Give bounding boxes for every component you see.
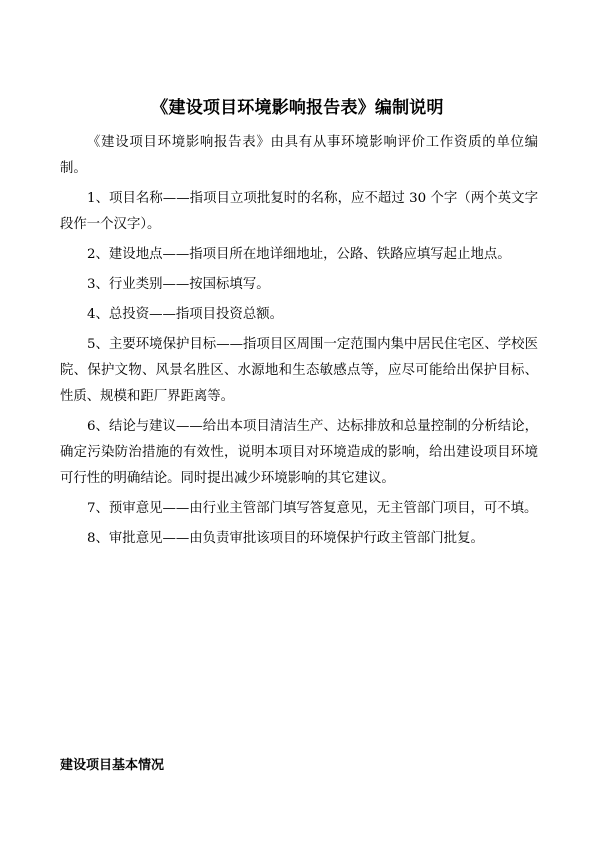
intro-paragraph: 《建设项目环境影响报告表》由具有从事环境影响评价工作资质的单位编制。 bbox=[60, 135, 538, 176]
item-protection-targets: 5、主要环境保护目标——指项目区周围一定范围内集中居民住宅区、学校医院、保护文物、风景名胜区、水源地和生态敏感点等，应尽可能给出保护目标、性质、规模和距厂界距离等。 bbox=[60, 337, 538, 404]
instructions-body bbox=[60, 130, 538, 556]
item-preliminary-review: 7、预审意见——由行业主管部门填写答复意见，无主管部门项目，可不填。 bbox=[87, 501, 538, 516]
item-total-investment: 4、总投资——指项目投资总额。 bbox=[87, 307, 283, 322]
item-approval-opinion: 8、审批意见——由负责审批该项目的环境保护行政主管部门批复。 bbox=[87, 531, 484, 546]
item-conclusions: 6、结论与建议——给出本项目清洁生产、达标排放和总量控制的分析结论，确定污染防治措施的有效性，说明本项目对环境造成的影响，给出建设项目环境可行性的明确结论。同时提出减少环境影响的其它建议。 bbox=[60, 419, 538, 486]
section-heading: 建设项目基本情况 bbox=[60, 758, 165, 773]
item-project-name: 1、项目名称——指项目立项批复时的名称，应不超过 30 个字（两个英文字段作一个汉字）。 bbox=[60, 191, 538, 232]
page-title: 《建设项目环境影响报告表》编制说明 bbox=[151, 98, 444, 118]
item-industry-category: 3、行业类别——按国标填写。 bbox=[87, 277, 270, 292]
item-construction-site: 2、建设地点——指项目所在地详细地址，公路、铁路应填写起止地点。 bbox=[87, 247, 511, 262]
